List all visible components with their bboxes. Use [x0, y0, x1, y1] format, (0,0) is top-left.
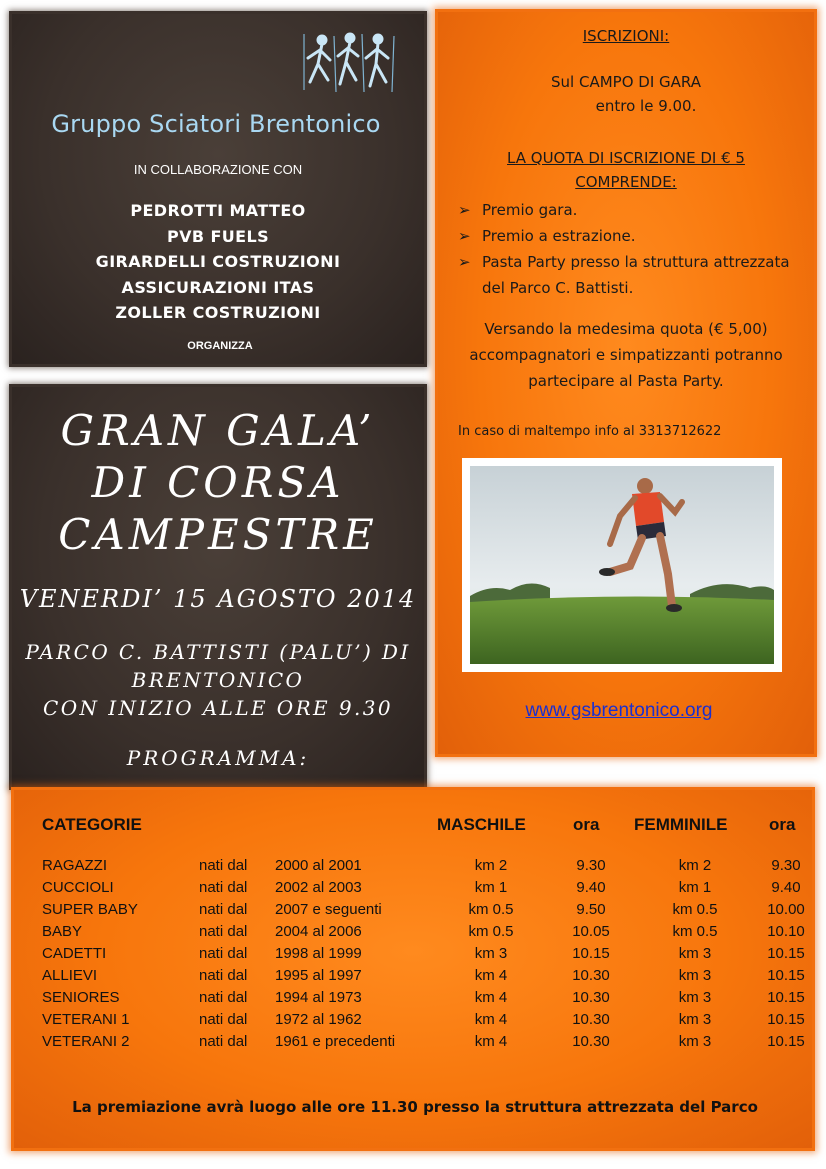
table-cell-cat: SENIORES: [42, 989, 120, 1006]
event-title-line: GRAN GALA’: [60, 406, 376, 455]
event-place: [10, 638, 426, 722]
fee-heading-line: LA QUOTA DI ISCRIZIONE DI € 5: [507, 149, 745, 167]
table-cell-km-m: km 4: [474, 967, 508, 984]
table-row: [0, 1033, 826, 1055]
table-cell-ora-f: 10.15: [767, 1011, 805, 1028]
collaboration-label: IN COLLABORAZIONE CON: [133, 162, 303, 177]
table-cell-km-f: km 3: [678, 1011, 712, 1028]
table-cell-nati: nati dal: [199, 945, 248, 962]
table-cell-ora-m: 10.30: [572, 967, 610, 984]
awards-note: La premiazione avrà luogo alle ore 11.30 presso la struttura attrezzata del Parco: [72, 1098, 758, 1116]
table-cell-nati: nati dal: [199, 901, 248, 918]
table-cell-nati: nati dal: [199, 879, 248, 896]
table-cell-ora-m: 10.30: [572, 1011, 610, 1028]
program-label: PROGRAMMA:: [126, 746, 310, 770]
skiers-logo-icon: [300, 30, 400, 100]
list-item-text: Premio a estrazione.: [482, 227, 636, 245]
table-row: [0, 923, 826, 945]
table-cell-ora-m: 9.30: [576, 857, 606, 874]
table-cell-ora-f: 10.15: [767, 1033, 805, 1050]
table-cell-anni: 1972 al 1962: [275, 1011, 362, 1028]
sponsor-name: PEDROTTI MATTEO: [130, 201, 306, 220]
table-cell-km-m: km 4: [474, 1033, 508, 1050]
bad-weather-info: In caso di maltempo info al 3313712622: [458, 424, 722, 439]
table-cell-km-f: km 1: [678, 879, 712, 896]
table-cell-km-m: km 4: [474, 1011, 508, 1028]
table-cell-ora-f: 10.15: [767, 989, 805, 1006]
registration-line: entro le 9.00.: [595, 97, 697, 115]
table-cell-nati: nati dal: [199, 1033, 248, 1050]
table-row: [0, 1011, 826, 1033]
table-cell-km-m: km 3: [474, 945, 508, 962]
table-cell-anni: 1994 al 1973: [275, 989, 362, 1006]
table-cell-km-m: km 1: [474, 879, 508, 896]
table-cell-ora-m: 9.50: [576, 901, 606, 918]
table-cell-ora-f: 10.10: [767, 923, 805, 940]
table-cell-ora-f: 9.30: [771, 857, 801, 874]
fee-heading: [438, 146, 814, 194]
table-cell-nati: nati dal: [199, 1011, 248, 1028]
table-cell-ora-f: 9.40: [771, 879, 801, 896]
sponsor-list: [0, 198, 436, 326]
table-cell-cat: ALLIEVI: [42, 967, 98, 984]
pasta-party-note: [438, 316, 814, 394]
list-item: [458, 223, 804, 249]
event-date: VENERDI’ 15 AGOSTO 2014: [19, 585, 417, 613]
sponsor-name: ASSICURAZIONI ITAS: [121, 277, 315, 297]
iscrizioni-heading: ISCRIZIONI:: [582, 27, 670, 45]
table-cell-km-f: km 3: [678, 945, 712, 962]
table-cell-km-f: km 2: [678, 857, 712, 874]
table-row: [0, 967, 826, 989]
column-header-ora-f: ora: [769, 815, 796, 834]
table-row: [0, 879, 826, 901]
event-title: [0, 405, 436, 561]
table-cell-km-f: km 3: [678, 1033, 712, 1050]
sponsor-name: PVB FUELS: [166, 226, 270, 246]
organizza-label: ORGANIZZA: [187, 340, 253, 352]
table-cell-ora-f: 10.15: [767, 945, 805, 962]
arrow-bullet-icon: ➢: [458, 253, 471, 271]
table-row: [0, 857, 826, 879]
table-cell-km-m: km 0.5: [468, 923, 514, 940]
table-cell-cat: CUCCIOLI: [42, 879, 114, 896]
note-line: Versando la medesima quota (€ 5,00): [484, 320, 768, 338]
table-cell-cat: RAGAZZI: [42, 857, 108, 874]
note-line: partecipare al Pasta Party.: [528, 372, 724, 390]
fee-includes-list: [458, 197, 804, 301]
sponsor-name: ZOLLER COSTRUZIONI: [115, 303, 321, 322]
table-cell-km-f: km 0.5: [672, 923, 718, 940]
table-cell-anni: 1961 e precedenti: [275, 1033, 396, 1050]
table-cell-km-f: km 3: [678, 967, 712, 984]
note-line: accompagnatori e simpatizzanti potranno: [469, 346, 783, 364]
table-cell-anni: 1998 al 1999: [275, 945, 362, 962]
table-cell-cat: VETERANI 2: [42, 1033, 130, 1050]
arrow-bullet-icon: ➢: [458, 227, 471, 245]
table-cell-km-f: km 3: [678, 989, 712, 1006]
sponsor-name: GIRARDELLI COSTRUZIONI: [95, 252, 341, 271]
event-title-line: DI CORSA: [91, 458, 345, 507]
table-cell-km-f: km 0.5: [672, 901, 718, 918]
table-cell-nati: nati dal: [199, 923, 248, 940]
table-cell-anni: 2000 al 2001: [275, 857, 362, 874]
table-cell-ora-m: 9.40: [576, 879, 606, 896]
table-cell-anni: 2002 al 2003: [275, 879, 362, 896]
runner-photo-image: [470, 466, 774, 664]
table-cell-km-m: km 0.5: [468, 901, 514, 918]
arrow-bullet-icon: ➢: [458, 201, 471, 219]
table-cell-ora-m: 10.30: [572, 989, 610, 1006]
fee-heading-line: COMPRENDE:: [575, 173, 677, 191]
club-name: Gruppo Sciatori Brentonico: [51, 110, 381, 138]
event-place-line: PARCO C. BATTISTI (PALU’) DI: [25, 640, 411, 664]
table-cell-anni: 2004 al 2006: [275, 923, 362, 940]
table-cell-cat: SUPER BABY: [42, 901, 138, 918]
table-cell-anni: 2007 e seguenti: [275, 901, 382, 918]
table-cell-km-m: km 4: [474, 989, 508, 1006]
table-cell-cat: CADETTI: [42, 945, 107, 962]
registration-line: Sul CAMPO DI GARA: [551, 73, 701, 91]
column-header-maschile: MASCHILE: [437, 815, 526, 834]
table-cell-anni: 1995 al 1997: [275, 967, 362, 984]
column-header-femminile: FEMMINILE: [634, 815, 728, 834]
website-link[interactable]: www.gsbrentonico.org: [525, 700, 713, 721]
table-cell-km-m: km 2: [474, 857, 508, 874]
table-cell-ora-m: 10.05: [572, 923, 610, 940]
table-cell-ora-m: 10.15: [572, 945, 610, 962]
column-header-categorie: CATEGORIE: [42, 815, 142, 834]
table-row: [0, 901, 826, 923]
table-cell-ora-m: 10.30: [572, 1033, 610, 1050]
table-cell-ora-f: 10.15: [767, 967, 805, 984]
list-item: [458, 249, 804, 301]
list-item: [458, 197, 804, 223]
table-cell-nati: nati dal: [199, 989, 248, 1006]
table-cell-nati: nati dal: [199, 857, 248, 874]
list-item-text: Premio gara.: [482, 201, 578, 219]
table-row: [0, 989, 826, 1011]
registration-location: [438, 70, 814, 118]
runner-photo: [462, 458, 782, 672]
list-item-text: Pasta Party presso la struttura attrezzata del Parco C. Battisti.: [482, 253, 790, 297]
column-header-ora-m: ora: [573, 815, 600, 834]
table-cell-nati: nati dal: [199, 967, 248, 984]
event-place-line: BRENTONICO: [131, 668, 305, 692]
table-cell-cat: VETERANI 1: [42, 1011, 130, 1028]
event-place-line: CON INIZIO ALLE ORE 9.30: [43, 696, 393, 720]
event-title-line: CAMPESTRE: [58, 510, 378, 559]
table-row: [0, 945, 826, 967]
table-cell-cat: BABY: [42, 923, 83, 940]
table-cell-ora-f: 10.00: [767, 901, 805, 918]
